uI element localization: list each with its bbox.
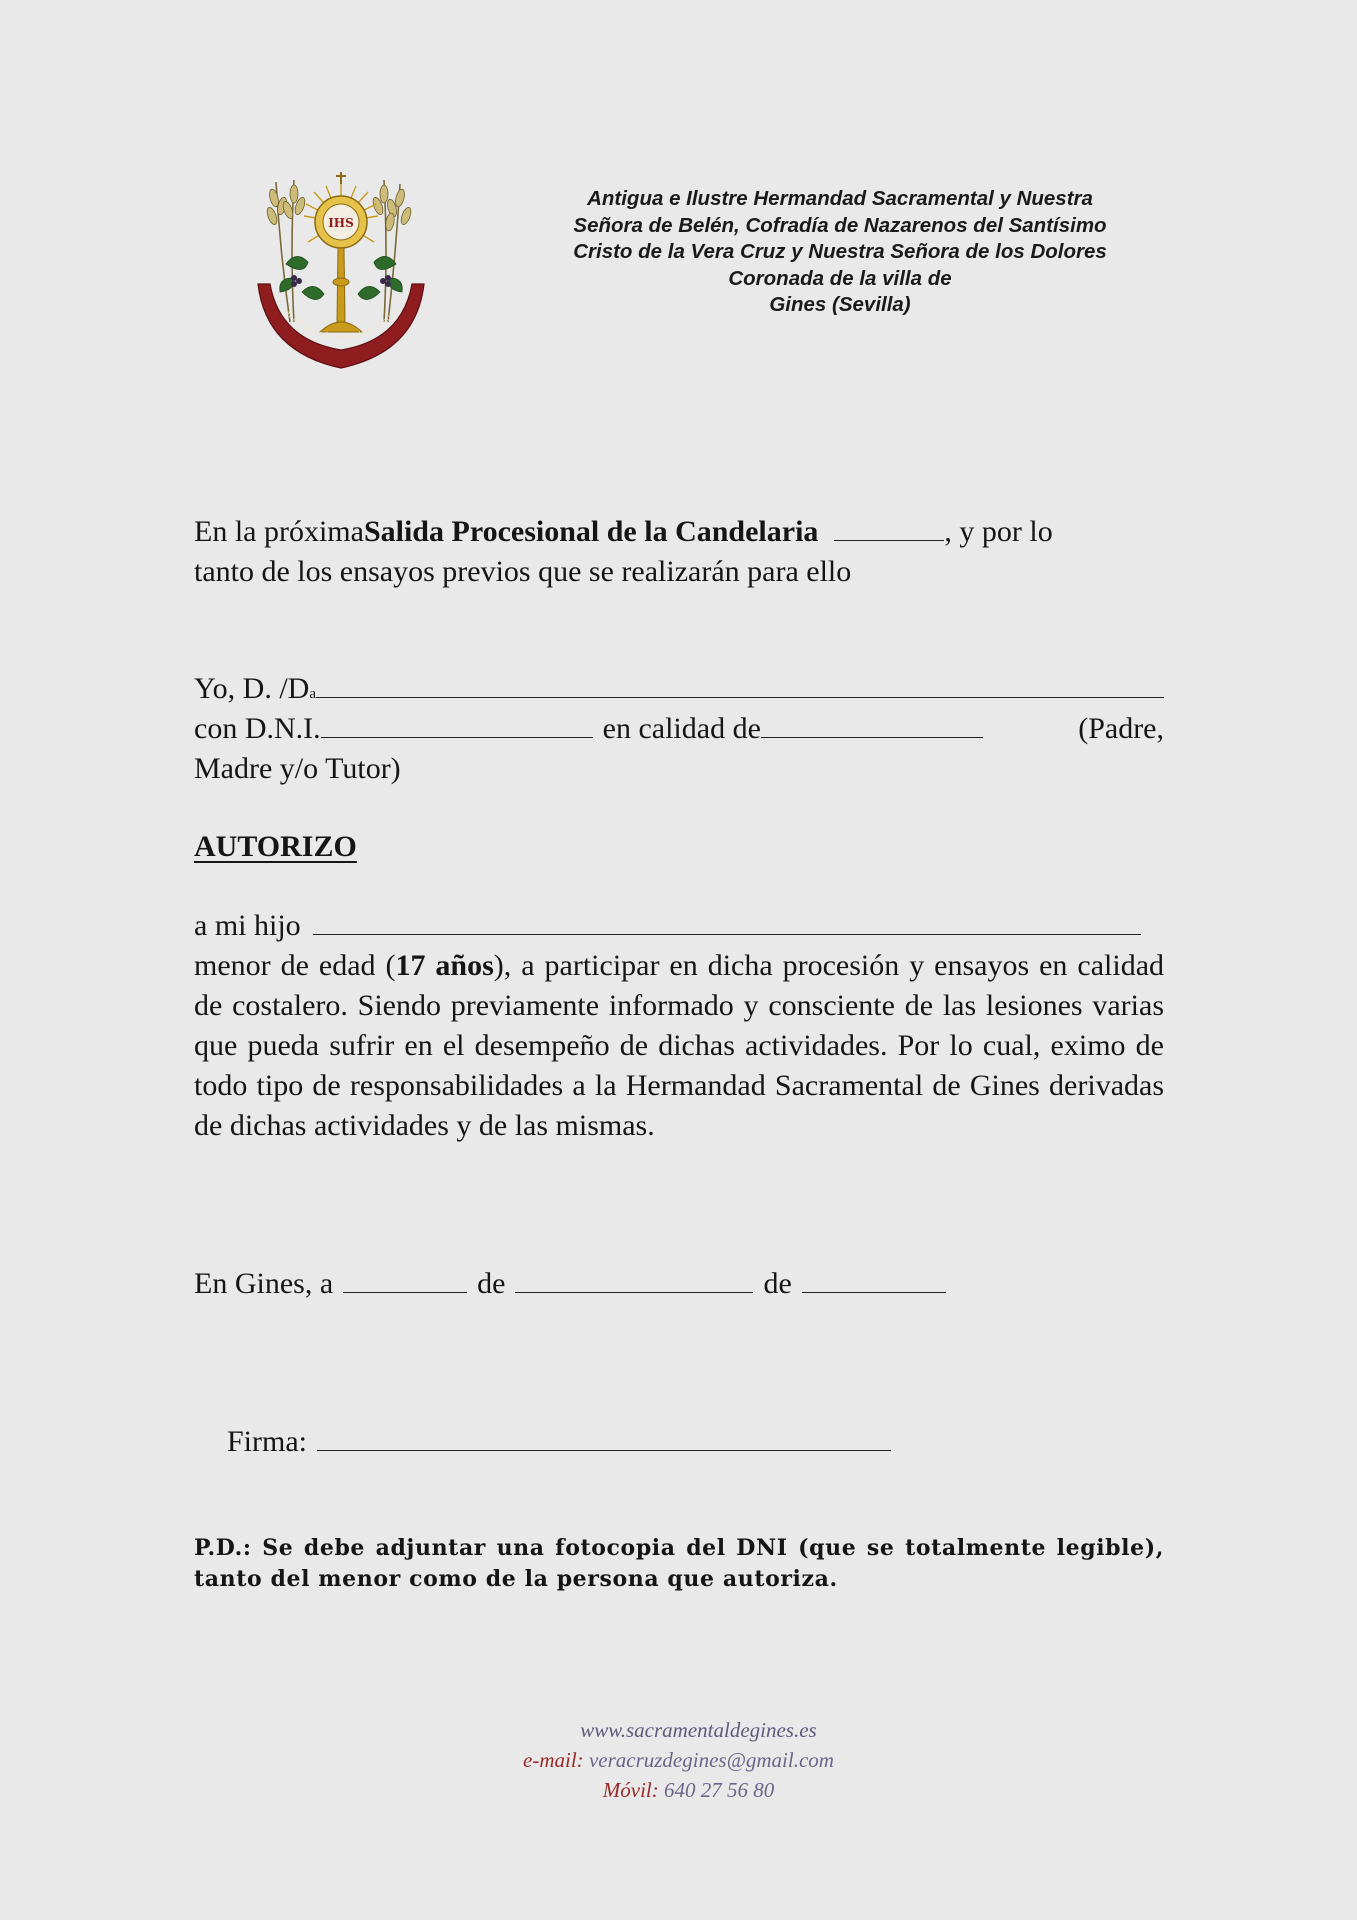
child-block	[194, 906, 1164, 1146]
header-line-3: Cristo de la Vera Cruz y Nuestra Señora de los Dolores	[573, 240, 1107, 263]
child-text-2: ), a participar en dicha procesión y ensayos en calidad de costalero. Siendo previamente informado y consciente de las lesiones varias que pueda sufrir en el desempeño de dichas actividades. Por lo cual, eximo de todo tipo de responsabilidades a la Hermandad Sacramental de Gines derivadas de dichas actividades y de las mismas.	[194, 949, 1165, 1142]
guardian-name-blank[interactable]	[316, 696, 1164, 698]
header-line-2: Señora de Belén, Cofradía de Nazarenos del Santísimo	[573, 213, 1107, 237]
date-de-2: de	[763, 1267, 792, 1300]
child-text-1: menor de edad (	[194, 949, 396, 982]
intro-suffix: , y por lo	[944, 515, 1053, 548]
header-line-4: Coronada de la villa de	[728, 266, 952, 290]
child-paragraph	[194, 946, 1164, 1146]
phone-label: Móvil:	[602, 1778, 659, 1802]
brotherhood-header	[520, 186, 1160, 319]
signature-line	[227, 1422, 1197, 1462]
year-blank[interactable]	[834, 539, 944, 541]
intro-line-2: tanto de los ensayos previos que se realizarán para ello	[194, 555, 852, 588]
calidad-label: en calidad de	[602, 712, 761, 745]
email-line	[0, 1745, 1357, 1775]
firma-label: Firma:	[227, 1425, 307, 1458]
contact-footer	[0, 1715, 1357, 1805]
email-link[interactable]: veracruzdegines@gmail.com	[588, 1748, 834, 1772]
dni-blank[interactable]	[321, 736, 593, 738]
child-name-blank[interactable]	[313, 933, 1141, 935]
tutor-label: Madre y/o Tutor)	[194, 752, 401, 785]
calidad-blank[interactable]	[761, 736, 983, 738]
padre-label: (Padre,	[1078, 712, 1164, 745]
postscript-note: P.D.: Se debe adjuntar una fotocopia del DNI (que se totalmente legible), tanto del menor como de la persona que autoriza.	[194, 1535, 1164, 1592]
logo-motto: Mi carne es la verdadera comida	[281, 306, 401, 342]
year-date-blank[interactable]	[802, 1291, 946, 1293]
phone-line	[0, 1775, 1357, 1805]
website-link[interactable]: www.sacramentaldegines.es	[580, 1718, 817, 1742]
date-prefix: En Gines, a	[194, 1267, 334, 1300]
dni-label: con D.N.I.	[194, 712, 321, 745]
brotherhood-crest-logo	[250, 172, 432, 374]
intro-paragraph	[194, 512, 1164, 592]
day-blank[interactable]	[343, 1291, 467, 1293]
logo-monogram: IHS	[328, 216, 354, 230]
date-de-1: de	[477, 1267, 506, 1300]
month-blank[interactable]	[515, 1291, 753, 1293]
date-line	[194, 1264, 1164, 1304]
phone-number[interactable]: 640 27 56 80	[663, 1778, 775, 1802]
child-age: 17 años	[395, 949, 494, 982]
event-name: Salida Procesional de la Candelaria	[363, 515, 819, 548]
guardian-block: Yo, D. /D a con D.N.I. en calidad de (Padre, Madre y/o Tutor)	[194, 669, 1164, 789]
intro-prefix: En la próxima	[194, 515, 364, 548]
guardian-label: Yo, D. /D	[194, 672, 310, 705]
autorizo-heading: AUTORIZO	[194, 830, 357, 863]
header-line-1: Antigua e Ilustre Hermandad Sacramental y Nuestra	[587, 187, 1093, 210]
child-label: a mi hijo	[194, 909, 301, 942]
signature-blank[interactable]	[317, 1449, 891, 1451]
email-label: e-mail:	[523, 1748, 584, 1772]
header-line-5: Gines (Sevilla)	[769, 293, 911, 316]
